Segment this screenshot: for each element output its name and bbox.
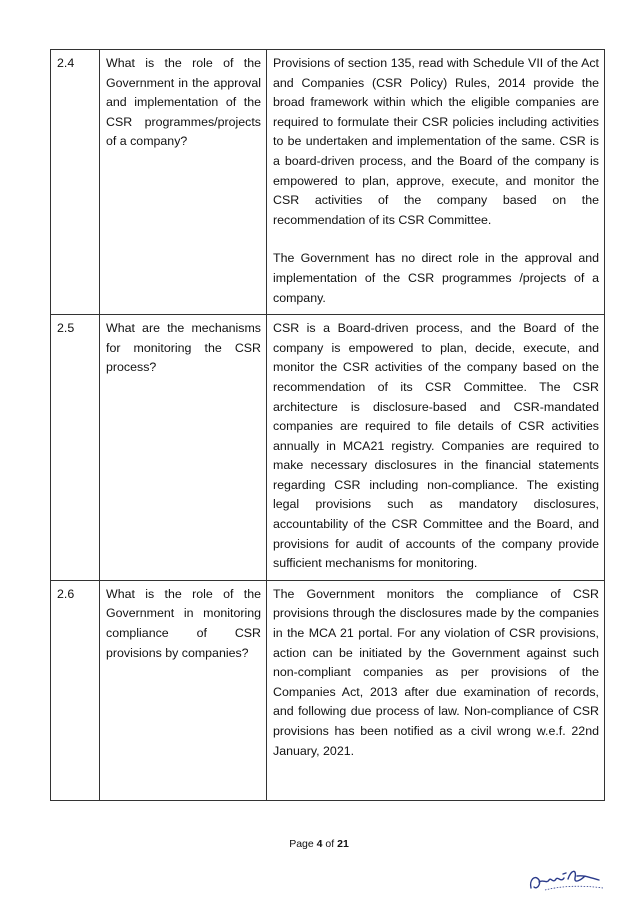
answer-cell (267, 315, 605, 581)
row-number: 2.6 (51, 580, 100, 800)
answer-cell (267, 50, 605, 315)
faq-table (50, 49, 605, 801)
signature-icon (525, 862, 607, 896)
answer-cell (267, 580, 605, 800)
row-number: 2.5 (51, 315, 100, 581)
question-cell: What are the mechanisms for monitoring the CSR process? (100, 315, 267, 581)
table-row (51, 50, 605, 315)
question-cell: What is the role of the Government in monitoring compliance of CSR provisions by companies? (100, 580, 267, 800)
page-footer (0, 838, 638, 850)
page-number: 4 (316, 838, 323, 850)
page-label: Page (289, 838, 314, 850)
answer-paragraph: The Government has no direct role in the approval and implementation of the CSR programmes /projects of a company. (273, 251, 599, 305)
table-row (51, 315, 605, 581)
table-row (51, 580, 605, 800)
row-number: 2.4 (51, 50, 100, 315)
answer-paragraph: Provisions of section 135, read with Schedule VII of the Act and Companies (CSR Policy) Rules, 2014 provide the broad framework within which the eligible companies are required to formulate their CSR policies including activities to be undertaken and implementation of the same. CSR is a board-driven process, and the Board of the company is empowered to plan, approve, execute, and monitor the CSR activities of the company based on the recommendation of its CSR Committee. (273, 56, 599, 227)
total-pages: 21 (337, 838, 349, 850)
answer-paragraph: The Government monitors the compliance of CSR provisions through the disclosures made by the companies in the MCA 21 portal. For any violation of CSR provisions, action can be initiated by the Government against such non-compliant companies as per provisions of the Companies Act, 2013 after due examination of records, and following due process of law. Non-compliance of CSR provisions has been notified as a civil wrong w.e.f. 22nd January, 2021. (273, 586, 599, 758)
of-label: of (325, 838, 335, 850)
answer-paragraph: CSR is a Board-driven process, and the Board of the company is empowered to plan, decide, execute, and monitor the CSR activities of the company based on the recommendation of its CSR Committee. The CSR architecture is disclosure-based and CSR-mandated companies are required to file details of CSR activities annually in MCA21 registry. Companies are required to make necessary disclosures in the financial statements regarding CSR including non-compliance. The existing legal provisions such as mandatory disclosures, accountability of the CSR Committee and the Board, and provisions for audit of accounts of the company provide sufficient mechanisms for monitoring. (273, 321, 599, 571)
question-cell: What is the role of the Government in the approval and implementation of the CSR programmes/projects of a company? (100, 50, 267, 315)
